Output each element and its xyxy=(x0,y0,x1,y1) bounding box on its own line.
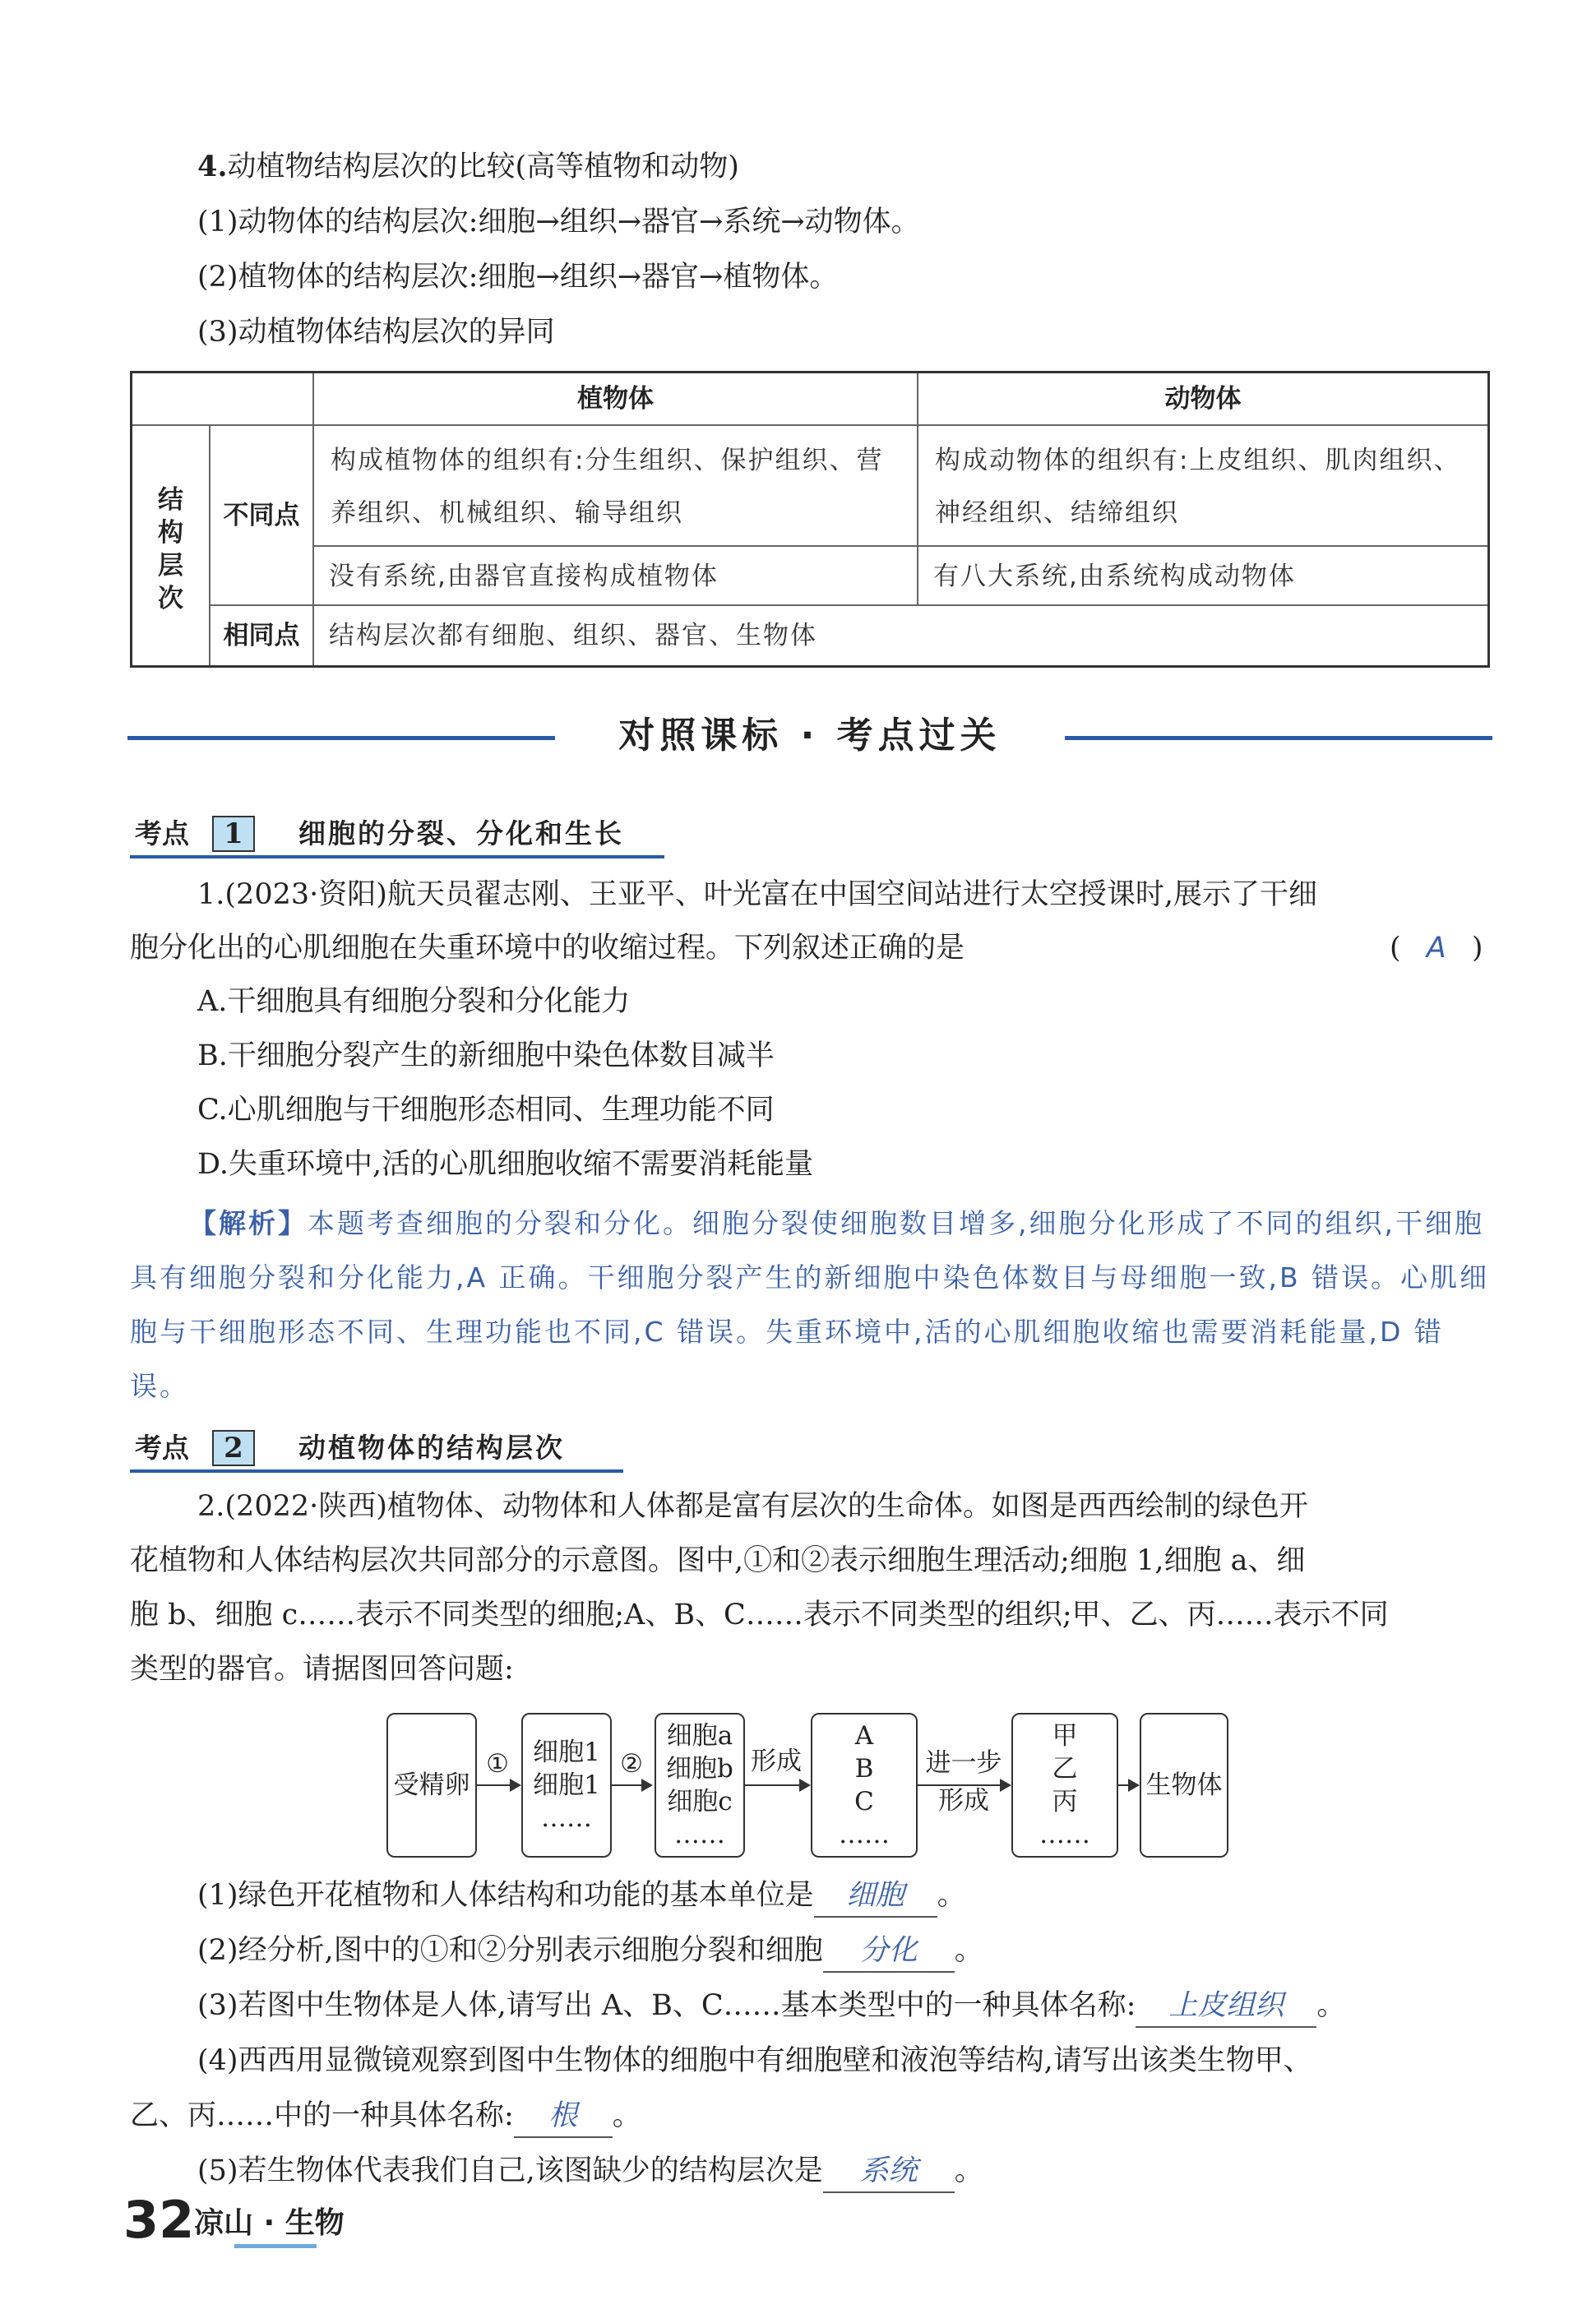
structure-level-text: 结构层次 xyxy=(158,485,183,613)
comparison-line: (3)动植物体结构层次的异同 xyxy=(197,316,555,349)
plant-hierarchy-line: (2)植物体的结构层次:细胞→组织→器官→植物体。 xyxy=(197,261,839,294)
banner-right-rule xyxy=(1065,736,1492,740)
box5-line3: 丙 xyxy=(1052,1787,1078,1816)
book-title: 凉山 · 生物 xyxy=(194,2206,345,2240)
kaodian-2-header xyxy=(130,1427,623,1469)
section-banner xyxy=(127,711,1492,761)
organ-box xyxy=(1011,1713,1118,1858)
q1-option-d: D.失重环境中,活的心肌细胞收缩不需要消耗能量 xyxy=(197,1148,814,1181)
section-heading xyxy=(197,146,739,187)
sub1-blank[interactable] xyxy=(814,1875,937,1918)
kaodian-number: 2 xyxy=(212,1430,255,1466)
box3-line3: 细胞c xyxy=(667,1787,733,1816)
animal-tissue-cell: 构成动物体的组织有:上皮组织、肌肉组织、神经组织、结缔组织 xyxy=(918,426,1487,547)
animal-column-header: 动物体 xyxy=(918,373,1487,426)
step-4-label-top: 进一步 xyxy=(925,1748,1002,1778)
arrow-differentiation xyxy=(612,1784,651,1786)
box4-line2: B xyxy=(854,1754,874,1784)
sub5-answer: 系统 xyxy=(859,2154,918,2187)
q2-sub1 xyxy=(197,1875,966,1918)
box2-line3: …… xyxy=(541,1803,592,1833)
sub4-end: 。 xyxy=(612,2099,641,2132)
box3-line1: 细胞a xyxy=(666,1721,733,1751)
sub3-end: 。 xyxy=(1316,1989,1346,2022)
step-4-label-bottom: 形成 xyxy=(938,1786,989,1816)
box3-line2: 细胞b xyxy=(666,1754,733,1784)
sub2-answer: 分化 xyxy=(859,1934,918,1967)
sub3-blank[interactable] xyxy=(1136,1985,1316,2028)
box5-line2: 乙 xyxy=(1052,1754,1078,1784)
sub1-text: (1)绿色开花植物和人体结构和功能的基本单位是 xyxy=(197,1879,814,1912)
q1-answer: A xyxy=(1426,932,1446,965)
q1-paren-open: ( xyxy=(1390,932,1401,965)
explanation-text: 本题考查细胞的分裂和分化。细胞分裂使细胞数目增多,细胞分化形成了不同的组织,干细胞具有细胞分裂和分化能力,A 正确。干细胞分裂产生的新细胞中染色体数目与母细胞一致,B 错误。心肌细胞与干细胞形态不同、生理功能也不同,C 错误。失重环境中,活的心肌细胞收缩也需要消耗能量,D 错误。 xyxy=(130,1207,1490,1402)
sub2-text: (2)经分析,图中的①和②分别表示细胞分裂和细胞 xyxy=(197,1934,823,1967)
sub4-blank[interactable] xyxy=(514,2095,613,2138)
explanation-tag: 【解析】 xyxy=(189,1207,308,1239)
q2-stem-line3: 胞 b、细胞 c……表示不同类型的细胞;A、B、C……表示不同类型的组织;甲、乙、丙……表示不同 xyxy=(130,1599,1389,1631)
q1-option-a: A.干细胞具有细胞分裂和分化能力 xyxy=(197,985,631,1018)
box5-line4: …… xyxy=(1039,1820,1090,1849)
plant-column-header: 植物体 xyxy=(314,373,918,426)
step-3-label: 形成 xyxy=(751,1747,802,1776)
table-corner-cell xyxy=(132,373,314,426)
animal-hierarchy-line: (1)动物体的结构层次:细胞→组织→器官→系统→动物体。 xyxy=(197,206,920,238)
arrow-division xyxy=(477,1784,520,1786)
arrow-to-organism xyxy=(1118,1784,1138,1786)
sub5-blank[interactable] xyxy=(823,2150,955,2193)
plant-system-cell: 没有系统,由器官直接构成植物体 xyxy=(314,547,918,606)
box5-line1: 甲 xyxy=(1052,1721,1078,1751)
banner-title: 对照课标 · 考点过关 xyxy=(618,715,1002,757)
difference-row-label: 不同点 xyxy=(210,426,314,606)
sub5-text: (5)若生物体代表我们自己,该图缺少的结构层次是 xyxy=(197,2154,823,2187)
box4-line4: …… xyxy=(839,1820,890,1849)
box4-line1: A xyxy=(854,1721,874,1751)
structure-level-row-label xyxy=(132,426,210,665)
sub3-answer: 上皮组织 xyxy=(1168,1989,1284,2022)
q2-stem-line2: 花植物和人体结构层次共同部分的示意图。图中,①和②表示细胞生理活动;细胞 1,细胞 a、细 xyxy=(130,1544,1306,1577)
comparison-table xyxy=(130,371,1490,668)
page-number: 32 xyxy=(123,2190,195,2250)
heading-text: 动植物结构层次的比较(高等植物和动物) xyxy=(227,150,739,183)
sub2-blank[interactable] xyxy=(823,1930,955,1973)
q1-stem-line2: 胞分化出的心肌细胞在失重环境中的收缩过程。下列叙述正确的是 xyxy=(130,932,965,965)
sub4-answer: 根 xyxy=(548,2099,578,2132)
q1-paren-close: ) xyxy=(1471,932,1483,965)
q2-sub5 xyxy=(197,2150,983,2193)
organism-box xyxy=(1140,1713,1228,1858)
banner-left-rule xyxy=(127,736,555,740)
kaodian-1-header xyxy=(130,812,664,855)
cell-type-1-box xyxy=(521,1713,612,1858)
fertilized-egg-box xyxy=(386,1713,477,1858)
cell-types-abc-box xyxy=(655,1713,745,1858)
fertilized-egg-label: 受精卵 xyxy=(393,1770,470,1800)
step-2-label: ② xyxy=(620,1749,643,1779)
q2-stem-line1: 2.(2022·陕西)植物体、动物体和人体都是富有层次的生命体。如图是西西绘制的绿色开 xyxy=(197,1490,1308,1523)
kaodian-title: 细胞的分裂、分化和生长 xyxy=(298,817,624,849)
q2-sub4-line1: (4)西西用显微镜观察到图中生物体的细胞中有细胞壁和液泡等结构,请写出该类生物甲、 xyxy=(197,2044,1312,2077)
sub4-text: 乙、丙……中的一种具体名称: xyxy=(130,2099,514,2132)
box4-line3: C xyxy=(854,1787,874,1816)
box2-line1: 细胞1 xyxy=(533,1738,600,1767)
same-cell: 结构层次都有细胞、组织、器官、生物体 xyxy=(329,621,817,650)
q2-stem-line4: 类型的器官。请据图回答问题: xyxy=(130,1653,514,1686)
sub5-end: 。 xyxy=(954,2154,983,2187)
kaodian-title: 动植物体的结构层次 xyxy=(298,1432,565,1464)
q2-sub4-line2 xyxy=(130,2095,641,2138)
kaodian-label: 考点 xyxy=(135,1432,189,1464)
plant-tissue-cell: 构成植物体的组织有:分生组织、保护组织、营养组织、机械组织、输导组织 xyxy=(314,426,918,547)
sub1-end: 。 xyxy=(937,1879,966,1912)
arrow-form xyxy=(745,1784,809,1786)
q2-sub2 xyxy=(197,1930,983,1973)
kaodian-label: 考点 xyxy=(135,817,189,849)
same-row-label: 相同点 xyxy=(210,606,314,665)
q2-sub3 xyxy=(197,1985,1345,2028)
sub2-end: 。 xyxy=(954,1934,983,1967)
kaodian-underline xyxy=(130,1469,623,1473)
box3-line4: …… xyxy=(674,1820,725,1849)
heading-number: 4. xyxy=(197,150,228,183)
sub3-text: (3)若图中生物体是人体,请写出 A、B、C……基本类型中的一种具体名称: xyxy=(197,1989,1136,2022)
q1-explanation xyxy=(130,1196,1490,1414)
sub1-answer: 细胞 xyxy=(846,1879,904,1912)
tissue-box xyxy=(811,1713,918,1858)
box2-line2: 细胞1 xyxy=(533,1770,600,1800)
animal-system-cell: 有八大系统,由系统构成动物体 xyxy=(918,547,1487,606)
q1-option-c: C.心肌细胞与干细胞形态相同、生理功能不同 xyxy=(197,1094,775,1127)
q1-answer-bracket xyxy=(1390,928,1488,969)
kaodian-underline xyxy=(130,855,664,858)
kaodian-number: 1 xyxy=(212,816,255,852)
organism-label: 生物体 xyxy=(1145,1770,1223,1800)
q1-option-b: B.干细胞分裂产生的新细胞中染色体数目减半 xyxy=(197,1039,775,1072)
q1-stem-line1: 1.(2023·资阳)航天员翟志刚、王亚平、叶光富在中国空间站进行太空授课时,展示了干细 xyxy=(197,878,1318,911)
footer-accent-bar xyxy=(234,2244,317,2248)
step-1-label: ① xyxy=(486,1749,509,1779)
